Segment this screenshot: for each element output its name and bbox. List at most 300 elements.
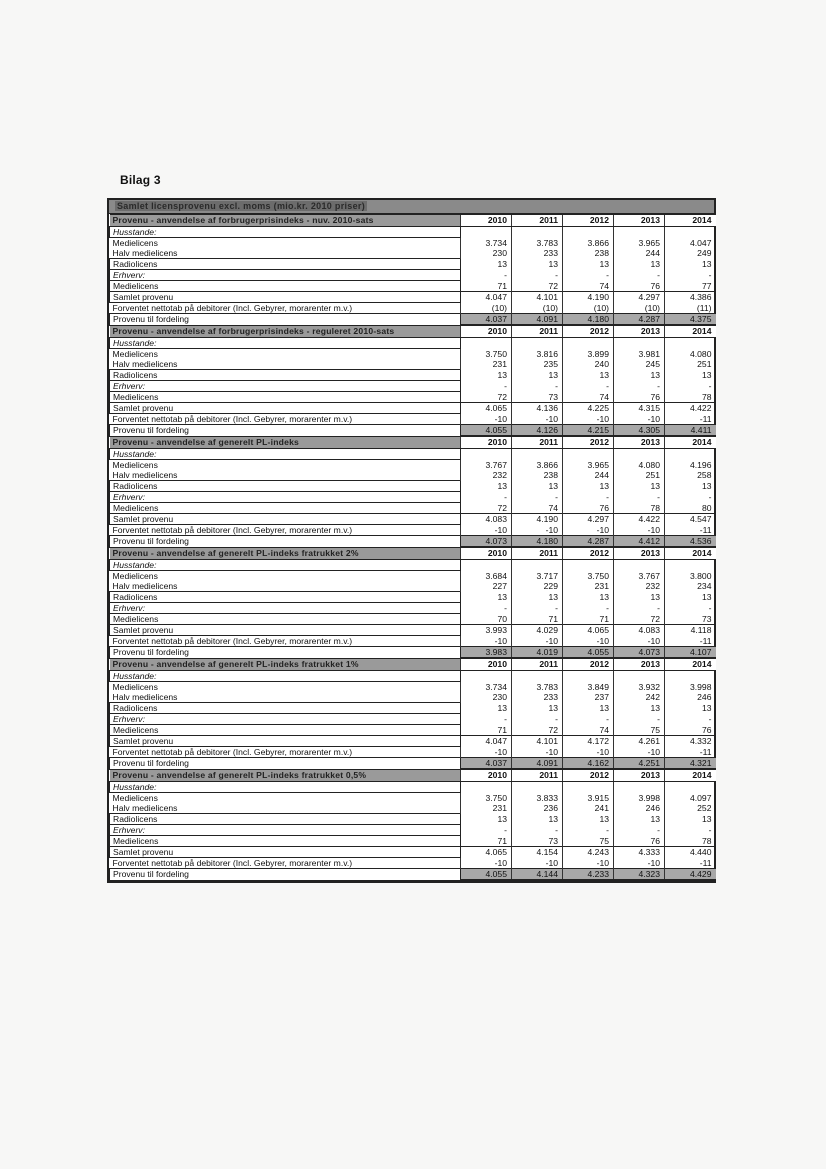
value-cell: 4.196	[665, 460, 716, 471]
value-cell: 13	[614, 481, 665, 492]
row-label: Halv medielicens	[112, 692, 178, 702]
row-label: Medielicens	[112, 571, 158, 581]
section-title: Provenu - anvendelse af generelt PL-indeks fratrukket 0,5%	[110, 769, 461, 782]
value-cell: -	[665, 381, 716, 392]
half-media-license-row	[110, 359, 716, 370]
total-revenue-row	[110, 736, 716, 747]
value-cell: 3.783	[512, 682, 563, 693]
value-cell: 76	[614, 836, 665, 847]
value-cell: 13	[614, 703, 665, 714]
row-label: Husstande:	[110, 338, 461, 349]
row-label: Radiolicens	[110, 370, 461, 381]
business-media-license-row	[110, 281, 716, 292]
value-cell: 74	[563, 392, 614, 403]
value-cell	[665, 449, 716, 460]
year-header-cell: 2013	[614, 436, 665, 449]
value-cell	[512, 560, 563, 571]
value-cell: -10	[461, 414, 512, 425]
year-header-cell: 2010	[461, 547, 512, 560]
value-cell: -	[512, 825, 563, 836]
value-cell: 231	[461, 803, 512, 814]
value-cell: 3.750	[461, 349, 512, 360]
value-cell	[563, 227, 614, 238]
business-media-license-row	[110, 614, 716, 625]
expected-loss-row	[110, 414, 716, 425]
revenue-distribution-row	[110, 425, 716, 437]
value-cell: -	[614, 270, 665, 281]
value-cell: -10	[512, 747, 563, 758]
value-cell: 238	[563, 248, 614, 259]
value-cell: 72	[614, 614, 665, 625]
row-label: Erhverv:	[110, 492, 461, 503]
value-cell: 232	[614, 581, 665, 592]
business-media-license-row	[110, 836, 716, 847]
value-cell: -10	[563, 525, 614, 536]
section-title: Provenu - anvendelse af forbrugerprisindeks - reguleret 2010-sats	[110, 325, 461, 338]
value-cell: -11	[665, 414, 716, 425]
value-cell: 233	[512, 248, 563, 259]
section-header-row	[110, 215, 716, 227]
value-cell	[461, 449, 512, 460]
value-cell	[563, 782, 614, 793]
year-header-cell: 2011	[512, 658, 563, 671]
value-cell: 13	[563, 259, 614, 270]
year-header-cell: 2014	[665, 215, 716, 227]
value-cell: 3.983	[461, 647, 512, 659]
group-business-row	[110, 603, 716, 614]
page-heading: Bilag 3	[120, 173, 161, 187]
value-cell: (10)	[461, 303, 512, 314]
value-cell: 76	[614, 392, 665, 403]
value-cell	[614, 227, 665, 238]
value-cell: (11)	[665, 303, 716, 314]
value-cell: 4.305	[614, 425, 665, 437]
value-cell: 73	[512, 392, 563, 403]
value-cell: 13	[512, 592, 563, 603]
row-label: Medielicens	[110, 281, 461, 292]
value-cell: 13	[665, 481, 716, 492]
value-cell	[512, 227, 563, 238]
value-cell: 3.750	[563, 571, 614, 582]
value-cell: 4.287	[563, 536, 614, 548]
business-media-license-row	[110, 725, 716, 736]
row-label: Radiolicens	[110, 703, 461, 714]
value-cell: 13	[665, 370, 716, 381]
value-cell: 229	[512, 581, 563, 592]
value-cell: 4.375	[665, 314, 716, 326]
row-label: Forventet nettotab på debitorer (Incl. Gebyrer, morarenter m.v.)	[112, 636, 353, 646]
value-cell: -10	[461, 636, 512, 647]
value-cell: 258	[665, 470, 716, 481]
value-cell: 230	[461, 248, 512, 259]
year-header-cell: 2013	[614, 769, 665, 782]
value-cell: 4.154	[512, 847, 563, 858]
value-cell: 3.915	[563, 793, 614, 804]
radio-license-row	[110, 814, 716, 825]
value-cell: 4.037	[461, 758, 512, 770]
total-revenue-row	[110, 847, 716, 858]
row-label: Husstande:	[110, 560, 461, 571]
value-cell: 73	[512, 836, 563, 847]
group-households-row	[110, 560, 716, 571]
value-cell: -	[563, 825, 614, 836]
value-cell: -	[665, 492, 716, 503]
value-cell: 4.065	[563, 625, 614, 636]
year-header-cell: 2010	[461, 215, 512, 227]
group-households-row	[110, 227, 716, 238]
value-cell	[461, 560, 512, 571]
group-business-row	[110, 714, 716, 725]
value-cell: 4.083	[461, 514, 512, 525]
value-cell	[563, 338, 614, 349]
radio-license-row	[110, 592, 716, 603]
value-cell: -	[461, 714, 512, 725]
half-media-license-row	[110, 248, 716, 259]
value-cell: 227	[461, 581, 512, 592]
total-revenue-row	[110, 625, 716, 636]
value-cell: 74	[563, 725, 614, 736]
value-cell: -	[512, 603, 563, 614]
value-cell: 4.180	[563, 314, 614, 326]
value-cell	[665, 671, 716, 682]
value-cell: -	[614, 492, 665, 503]
row-label: Halv medielicens	[112, 470, 178, 480]
value-cell: 4.215	[563, 425, 614, 437]
table-banner: Samlet licensprovenu excl. moms (mio.kr. 2010 priser)	[109, 200, 714, 214]
value-cell	[614, 782, 665, 793]
value-cell: 13	[614, 814, 665, 825]
value-cell: -10	[461, 747, 512, 758]
row-label: Halv medielicens	[112, 581, 178, 591]
value-cell: 4.101	[512, 292, 563, 303]
value-cell: 242	[614, 692, 665, 703]
year-header-cell: 2013	[614, 658, 665, 671]
business-media-license-row	[110, 392, 716, 403]
year-header-cell: 2014	[665, 769, 716, 782]
value-cell: 231	[563, 581, 614, 592]
value-cell: 77	[665, 281, 716, 292]
value-cell: 4.136	[512, 403, 563, 414]
row-label: Erhverv:	[110, 603, 461, 614]
value-cell: -	[563, 270, 614, 281]
value-cell: 75	[614, 725, 665, 736]
value-cell: 13	[614, 592, 665, 603]
value-cell: 3.849	[563, 682, 614, 693]
half-media-license-row	[110, 692, 716, 703]
value-cell: -	[665, 714, 716, 725]
section-title: Provenu - anvendelse af generelt PL-indeks fratrukket 2%	[110, 547, 461, 560]
value-cell	[665, 338, 716, 349]
license-revenue-table	[107, 198, 716, 883]
value-cell: 3.833	[512, 793, 563, 804]
value-cell: 3.965	[563, 460, 614, 471]
row-label: Provenu til fordeling	[110, 314, 461, 326]
row-label: Radiolicens	[110, 481, 461, 492]
year-header-cell: 2010	[461, 769, 512, 782]
value-cell: 76	[563, 503, 614, 514]
value-cell: 233	[512, 692, 563, 703]
row-label: Halv medielicens	[112, 359, 178, 369]
value-cell: -	[461, 381, 512, 392]
year-header-cell: 2010	[461, 325, 512, 338]
value-cell: 3.899	[563, 349, 614, 360]
row-label: Erhverv:	[110, 825, 461, 836]
row-label: Medielicens	[112, 349, 158, 359]
value-cell: 74	[512, 503, 563, 514]
value-cell: -10	[563, 636, 614, 647]
value-cell: -	[665, 603, 716, 614]
value-cell: 13	[512, 703, 563, 714]
value-cell: 13	[512, 259, 563, 270]
value-cell	[665, 560, 716, 571]
radio-license-row	[110, 259, 716, 270]
value-cell: 13	[665, 592, 716, 603]
value-cell: 13	[563, 481, 614, 492]
expected-loss-row	[110, 747, 716, 758]
value-cell: 4.251	[614, 758, 665, 770]
value-cell: 4.065	[461, 403, 512, 414]
value-cell: -10	[614, 525, 665, 536]
value-cell: 4.536	[665, 536, 716, 548]
value-cell	[614, 560, 665, 571]
value-cell: 4.162	[563, 758, 614, 770]
half-media-license-row	[110, 470, 716, 481]
value-cell: 13	[461, 259, 512, 270]
value-cell: 235	[512, 359, 563, 370]
row-label: Forventet nettotab på debitorer (Incl. Gebyrer, morarenter m.v.)	[112, 858, 353, 868]
value-cell: 13	[461, 703, 512, 714]
value-cell: 4.547	[665, 514, 716, 525]
expected-loss-row	[110, 858, 716, 869]
radio-license-row	[110, 703, 716, 714]
value-cell: -	[665, 270, 716, 281]
year-header-cell: 2013	[614, 547, 665, 560]
value-cell	[665, 782, 716, 793]
year-header-cell: 2011	[512, 769, 563, 782]
value-cell	[512, 338, 563, 349]
year-header-cell: 2014	[665, 325, 716, 338]
value-cell	[614, 449, 665, 460]
row-label: Provenu til fordeling	[110, 758, 461, 770]
value-cell	[665, 227, 716, 238]
value-cell: 4.315	[614, 403, 665, 414]
value-cell: 4.190	[563, 292, 614, 303]
half-media-license-row	[110, 581, 716, 592]
value-cell: (10)	[563, 303, 614, 314]
value-cell: (10)	[614, 303, 665, 314]
section-header-row	[110, 769, 716, 782]
value-cell: 3.767	[461, 460, 512, 471]
row-label: Erhverv:	[110, 381, 461, 392]
value-cell: 246	[614, 803, 665, 814]
group-business-row	[110, 381, 716, 392]
value-cell: -10	[563, 858, 614, 869]
value-cell: 4.073	[461, 536, 512, 548]
value-cell: 13	[563, 370, 614, 381]
value-cell: 13	[461, 370, 512, 381]
value-cell	[461, 338, 512, 349]
value-cell: 4.190	[512, 514, 563, 525]
row-label: Halv medielicens	[112, 803, 178, 813]
value-cell: 4.101	[512, 736, 563, 747]
value-cell: 80	[665, 503, 716, 514]
value-cell: 246	[665, 692, 716, 703]
value-cell: 72	[512, 725, 563, 736]
revenue-table-body	[109, 214, 716, 881]
value-cell: 4.180	[512, 536, 563, 548]
value-cell: -	[512, 270, 563, 281]
value-cell: 4.412	[614, 536, 665, 548]
value-cell: 3.993	[461, 625, 512, 636]
value-cell: 76	[665, 725, 716, 736]
value-cell: 4.047	[461, 292, 512, 303]
value-cell: 13	[614, 370, 665, 381]
year-header-cell: 2011	[512, 436, 563, 449]
value-cell: -	[563, 381, 614, 392]
value-cell: -11	[665, 747, 716, 758]
value-cell: 4.091	[512, 758, 563, 770]
value-cell: 3.866	[563, 238, 614, 249]
value-cell	[461, 227, 512, 238]
year-header-cell: 2011	[512, 215, 563, 227]
value-cell: 4.097	[665, 793, 716, 804]
value-cell: 3.783	[512, 238, 563, 249]
value-cell: 4.243	[563, 847, 614, 858]
total-revenue-row	[110, 292, 716, 303]
value-cell: 76	[614, 281, 665, 292]
value-cell	[563, 560, 614, 571]
value-cell: 13	[461, 481, 512, 492]
radio-license-row	[110, 481, 716, 492]
value-cell: 3.998	[665, 682, 716, 693]
value-cell: 3.981	[614, 349, 665, 360]
row-label: Medielicens	[112, 793, 158, 803]
business-media-license-row	[110, 503, 716, 514]
row-label: Medielicens	[110, 836, 461, 847]
section-header-row	[110, 547, 716, 560]
value-cell: -	[461, 603, 512, 614]
row-label: Halv medielicens	[112, 248, 178, 258]
section-header-row	[110, 325, 716, 338]
value-cell: 245	[614, 359, 665, 370]
value-cell: 4.091	[512, 314, 563, 326]
value-cell: 4.422	[614, 514, 665, 525]
value-cell: 4.073	[614, 647, 665, 659]
row-label: Erhverv:	[110, 270, 461, 281]
value-cell: -10	[614, 747, 665, 758]
value-cell: 13	[512, 370, 563, 381]
value-cell: -	[512, 381, 563, 392]
year-header-cell: 2012	[563, 325, 614, 338]
value-cell: 74	[563, 281, 614, 292]
value-cell: 249	[665, 248, 716, 259]
value-cell: -	[512, 714, 563, 725]
year-header-cell: 2011	[512, 325, 563, 338]
value-cell: 4.037	[461, 314, 512, 326]
value-cell: 4.080	[665, 349, 716, 360]
row-label: Samlet provenu	[110, 292, 461, 303]
value-cell: 234	[665, 581, 716, 592]
row-label: Radiolicens	[110, 259, 461, 270]
value-cell: -10	[512, 858, 563, 869]
value-cell: 3.750	[461, 793, 512, 804]
value-cell: 3.684	[461, 571, 512, 582]
value-cell: -11	[665, 525, 716, 536]
value-cell: -10	[614, 858, 665, 869]
value-cell: 3.734	[461, 238, 512, 249]
value-cell: -10	[563, 747, 614, 758]
row-label: Forventet nettotab på debitorer (Incl. Gebyrer, morarenter m.v.)	[112, 525, 353, 535]
value-cell: 70	[461, 614, 512, 625]
section-header-row	[110, 658, 716, 671]
value-cell: 244	[614, 248, 665, 259]
expected-loss-row	[110, 525, 716, 536]
row-label: Medielicens	[110, 392, 461, 403]
value-cell: 78	[665, 836, 716, 847]
value-cell: 3.800	[665, 571, 716, 582]
value-cell: 72	[512, 281, 563, 292]
value-cell: 4.118	[665, 625, 716, 636]
value-cell: 71	[512, 614, 563, 625]
group-business-row	[110, 825, 716, 836]
value-cell: -	[614, 381, 665, 392]
value-cell: 3.998	[614, 793, 665, 804]
row-label: Forventet nettotab på debitorer (Incl. Gebyrer, morarenter m.v.)	[112, 303, 353, 313]
year-header-cell: 2012	[563, 658, 614, 671]
row-label: Erhverv:	[110, 714, 461, 725]
value-cell: 13	[563, 592, 614, 603]
value-cell: 4.386	[665, 292, 716, 303]
value-cell: -	[461, 492, 512, 503]
value-cell: 4.083	[614, 625, 665, 636]
value-cell: 4.065	[461, 847, 512, 858]
revenue-distribution-row	[110, 869, 716, 881]
row-label: Samlet provenu	[110, 625, 461, 636]
value-cell: 241	[563, 803, 614, 814]
section-header-row	[110, 436, 716, 449]
value-cell: 3.816	[512, 349, 563, 360]
value-cell: -10	[512, 525, 563, 536]
value-cell	[614, 671, 665, 682]
value-cell	[614, 338, 665, 349]
value-cell: 13	[665, 259, 716, 270]
row-label: Provenu til fordeling	[110, 536, 461, 548]
value-cell: -11	[665, 858, 716, 869]
value-cell: 13	[461, 814, 512, 825]
value-cell: 72	[461, 503, 512, 514]
media-license-row	[110, 349, 716, 360]
value-cell: 4.055	[461, 869, 512, 881]
value-cell: 4.297	[563, 514, 614, 525]
expected-loss-row	[110, 636, 716, 647]
media-license-row	[110, 793, 716, 804]
value-cell: 230	[461, 692, 512, 703]
value-cell: 4.126	[512, 425, 563, 437]
value-cell: 3.965	[614, 238, 665, 249]
value-cell: -	[614, 603, 665, 614]
value-cell: 231	[461, 359, 512, 370]
value-cell: (10)	[512, 303, 563, 314]
value-cell	[512, 449, 563, 460]
value-cell: 3.932	[614, 682, 665, 693]
value-cell: 78	[665, 392, 716, 403]
value-cell	[563, 449, 614, 460]
value-cell: 71	[461, 281, 512, 292]
value-cell: -11	[665, 636, 716, 647]
section-title: Provenu - anvendelse af forbrugerprisindeks - nuv. 2010-sats	[110, 215, 461, 227]
value-cell: 4.055	[563, 647, 614, 659]
value-cell: 4.080	[614, 460, 665, 471]
